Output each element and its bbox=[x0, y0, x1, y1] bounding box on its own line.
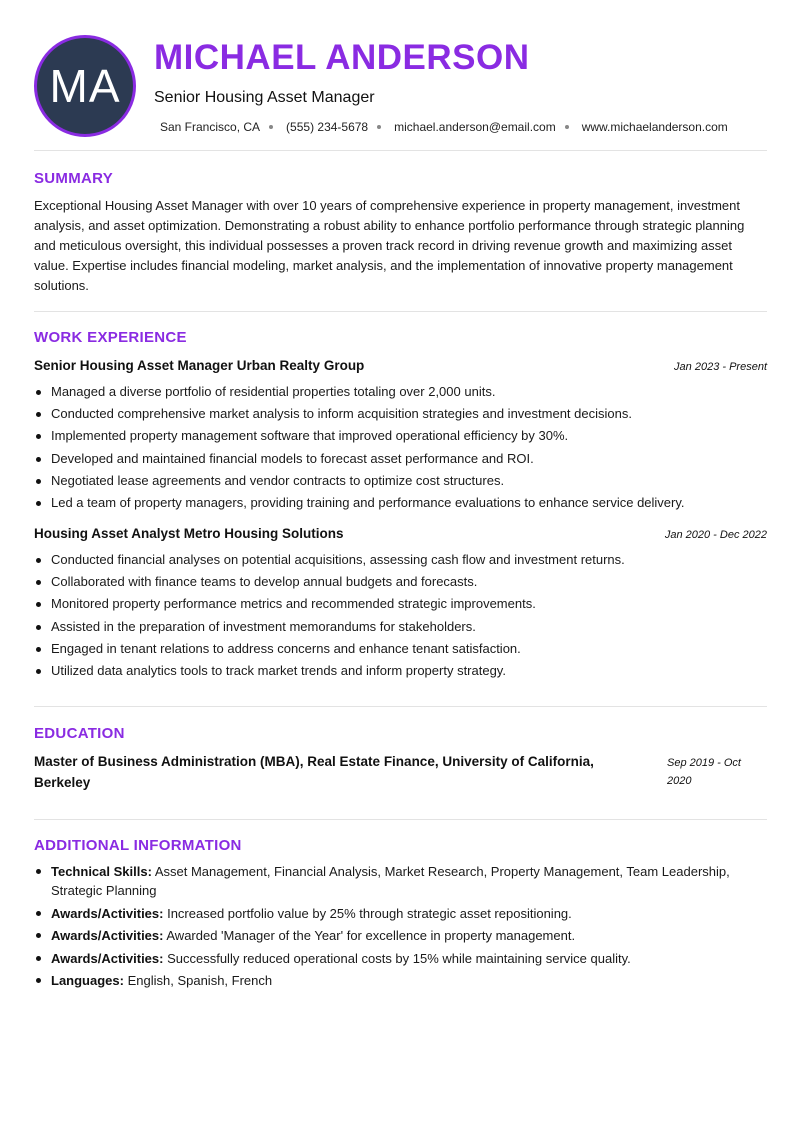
list-item: Developed and maintained financial models to forecast asset performance and ROI. bbox=[34, 448, 767, 470]
candidate-title: Senior Housing Asset Manager bbox=[154, 89, 375, 106]
separator-dot-icon bbox=[565, 125, 569, 129]
separator-dot-icon bbox=[377, 125, 381, 129]
candidate-name: MICHAEL ANDERSON bbox=[154, 38, 530, 77]
list-item bbox=[34, 971, 767, 990]
education-entry bbox=[34, 751, 767, 793]
avatar-initials: MA bbox=[49, 60, 121, 112]
experience-heading: WORK EXPERIENCE bbox=[34, 329, 187, 346]
list-item: Negotiated lease agreements and vendor contracts to optimize cost structures. bbox=[34, 470, 767, 492]
job-bullets bbox=[34, 549, 767, 682]
list-item bbox=[34, 862, 767, 900]
info-label: Technical Skills: bbox=[51, 864, 152, 879]
education-date: Sep 2019 - Oct 2020 bbox=[667, 757, 741, 787]
list-item: Conducted financial analyses on potential acquisitions, assessing cash flow and investment returns. bbox=[34, 549, 767, 571]
info-label: Languages: bbox=[51, 973, 124, 988]
section-divider bbox=[34, 150, 767, 151]
job-bullets bbox=[34, 381, 767, 514]
avatar bbox=[34, 35, 136, 137]
info-label: Awards/Activities: bbox=[51, 928, 164, 943]
info-text: Successfully reduced operational costs by 15% while maintaining service quality. bbox=[163, 950, 631, 966]
education-heading: EDUCATION bbox=[34, 725, 125, 742]
info-label: Awards/Activities: bbox=[51, 905, 164, 921]
additional-list bbox=[34, 862, 767, 994]
list-item: Managed a diverse portfolio of residential properties totaling over 2,000 units. bbox=[34, 381, 767, 403]
info-text: Increased portfolio value by 25% through strategic asset repositioning. bbox=[163, 905, 572, 921]
list-item bbox=[34, 904, 767, 923]
contact-email[interactable]: michael.anderson@email.com bbox=[394, 120, 556, 134]
separator-dot-icon bbox=[269, 125, 273, 129]
list-item: Assisted in the preparation of investment memorandums for stakeholders. bbox=[34, 616, 767, 638]
list-item: Monitored property performance metrics and recommended strategic improvements. bbox=[34, 593, 767, 615]
section-divider bbox=[34, 311, 767, 312]
resume-page bbox=[34, 0, 767, 1130]
education-degree: Master of Business Administration (MBA), Real Estate Finance, University of California, Berkeley bbox=[34, 754, 594, 790]
resume-header bbox=[34, 0, 767, 150]
contact-phone[interactable]: (555) 234-5678 bbox=[286, 120, 369, 134]
job-date: Jan 2023 - Present bbox=[674, 361, 767, 373]
info-label: Awards/Activities: bbox=[51, 950, 164, 966]
job-role: Senior Housing Asset Manager Urban Realty Group bbox=[34, 358, 365, 373]
contact-location: San Francisco, CA bbox=[160, 120, 261, 134]
info-text: English, Spanish, French bbox=[123, 973, 273, 988]
job-header bbox=[34, 526, 767, 541]
summary-heading: SUMMARY bbox=[34, 170, 114, 187]
contact-row bbox=[160, 120, 728, 134]
info-text: Awarded 'Manager of the Year' for excellence in property management. bbox=[163, 928, 576, 943]
info-text: Asset Management, Financial Analysis, Market Research, Property Management, Team Leadership, Strategic Planning bbox=[51, 864, 730, 898]
contact-website[interactable]: www.michaelanderson.com bbox=[581, 120, 728, 134]
section-divider bbox=[34, 819, 767, 820]
summary-text: Exceptional Housing Asset Manager with over 10 years of comprehensive experience in property management, investment analysis, and asset optimization. Demonstrating a robust ability to enhance portfolio performance through strategic planning and meticulous oversight, this individual possesses a proven track record in driving revenue growth and maximizing asset value. Expertise includes financial modeling, market analysis, and the implementation of innovative property management solutions. bbox=[34, 198, 745, 293]
list-item bbox=[34, 949, 767, 968]
job-header bbox=[34, 358, 767, 373]
job-role: Housing Asset Analyst Metro Housing Solutions bbox=[34, 526, 344, 541]
section-divider bbox=[34, 706, 767, 707]
list-item: Conducted comprehensive market analysis to inform acquisition strategies and investment decisions. bbox=[34, 403, 767, 425]
job-date: Jan 2020 - Dec 2022 bbox=[664, 529, 767, 541]
list-item: Implemented property management software that improved operational efficiency by 30%. bbox=[34, 425, 767, 447]
list-item: Utilized data analytics tools to track market trends and inform property strategy. bbox=[34, 660, 767, 682]
list-item: Collaborated with finance teams to develop annual budgets and forecasts. bbox=[34, 571, 767, 593]
list-item: Led a team of property managers, providing training and performance evaluations to enhance service delivery. bbox=[34, 492, 767, 514]
list-item: Engaged in tenant relations to address concerns and enhance tenant satisfaction. bbox=[34, 638, 767, 660]
additional-heading: ADDITIONAL INFORMATION bbox=[34, 837, 242, 854]
list-item bbox=[34, 926, 767, 945]
